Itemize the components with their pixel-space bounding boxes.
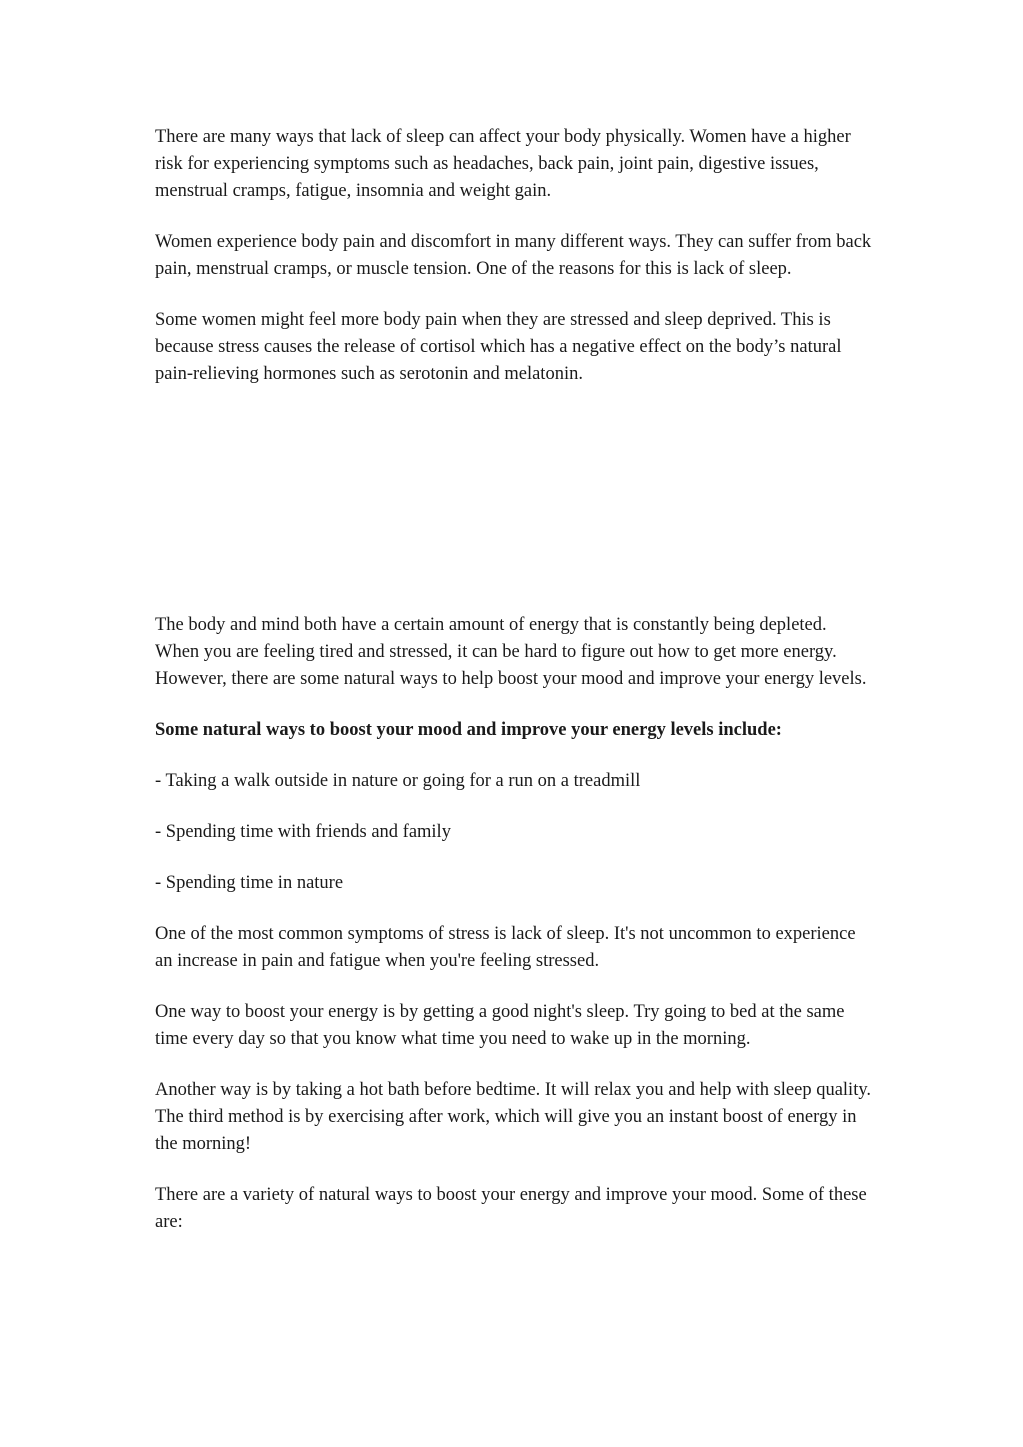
paragraph-good-sleep: One way to boost your energy is by getting a good night's sleep. Try going to bed at the same time every day so that you know what time you need to wake up in the morning. [155,1002,845,1049]
paragraph-stress-symptoms: One of the most common symptoms of stress is lack of sleep. It's not uncommon to experience an increase in pain and fatigue when you're feeling stressed. [155,924,856,971]
list-item: - Taking a walk outside in nature or going for a run on a treadmill [155,771,641,791]
paragraph-variety: There are a variety of natural ways to boost your energy and improve your mood. Some of these are: [155,1185,867,1232]
document-page [155,124,875,1260]
paragraph-energy: The body and mind both have a certain amount of energy that is constantly being depleted. When you are feeling tired and stressed, it can be hard to figure out how to get more energy. However, there are some natural ways to help boost your mood and improve your energy levels. [155,615,867,689]
paragraph-stress-cortisol: Some women might feel more body pain when they are stressed and sleep deprived. This is because stress causes the release of cortisol which has a negative effect on the body’s natural pain-relieving hormones such as serotonin and melatonin. [155,310,842,384]
section-heading: Some natural ways to boost your mood and improve your energy levels include: [155,720,782,740]
paragraph-body-pain: Women experience body pain and discomfort in many different ways. They can suffer from back pain, menstrual cramps, or muscle tension. One of the reasons for this is lack of sleep. [155,232,872,279]
list-item: - Spending time in nature [155,873,344,893]
blank-space [155,412,875,612]
paragraph-hot-bath: Another way is by taking a hot bath before bedtime. It will relax you and help with sleep quality. The third method is by exercising after work, which will give you an instant boost of energy in the morning! [155,1080,872,1154]
list-item: - Spending time with friends and family [155,822,451,842]
paragraph-sleep-effects: There are many ways that lack of sleep can affect your body physically. Women have a higher risk for experiencing symptoms such as headaches, back pain, joint pain, digestive issues, menstrual cramps, fatigue, insomnia and weight gain. [155,127,851,201]
